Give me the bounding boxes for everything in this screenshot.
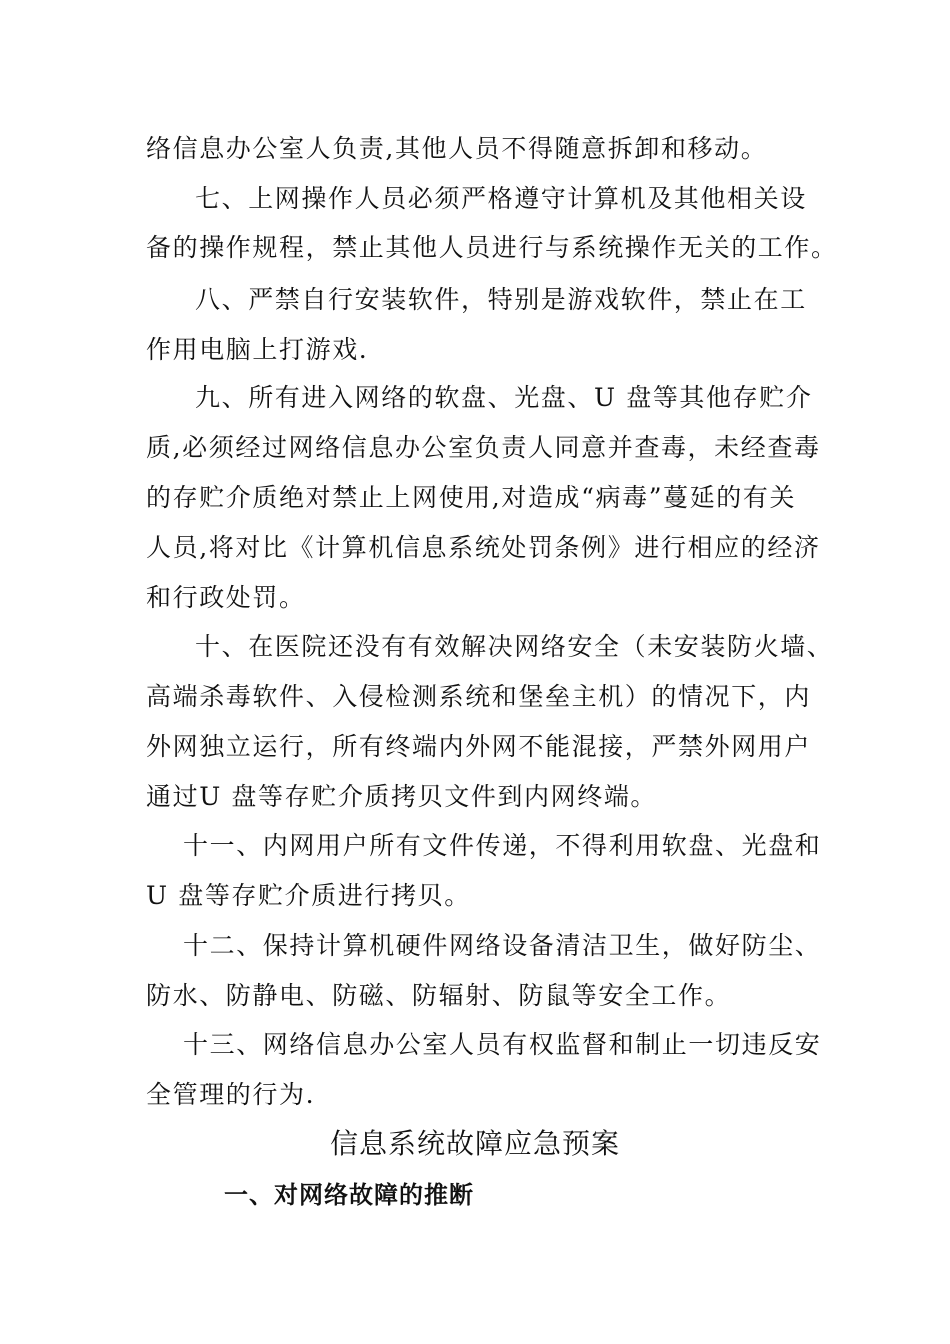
paragraph-line: 人员,将对比《计算机信息系统处罚条例》进行相应的经济 xyxy=(146,533,821,562)
paragraph-line: U 盘等存贮介质进行拷贝。 xyxy=(146,881,471,910)
paragraph-line: 通过U 盘等存贮介质拷贝文件到内网终端。 xyxy=(146,782,658,811)
section-title: 信息系统故障应急预案 xyxy=(329,1127,620,1160)
paragraph-line: 高端杀毒软件、入侵检测系统和堡垒主机）的情况下，内 xyxy=(146,682,812,711)
paragraph-line: 十三、网络信息办公室人员有权监督和制止一切违反安 xyxy=(183,1030,822,1059)
paragraph-line: 防水、防静电、防磁、防辐射、防鼠等安全工作。 xyxy=(146,981,732,1010)
section-subtitle: 一、对网络故障的推断 xyxy=(224,1181,474,1209)
paragraph-line: 和行政处罚。 xyxy=(146,583,306,612)
paragraph-line: 八、严禁自行安装软件，特别是游戏软件，禁止在工 xyxy=(195,285,807,314)
paragraph-line: 十二、保持计算机硬件网络设备清洁卫生，做好防尘、 xyxy=(183,931,822,960)
paragraph-line: 的存贮介质绝对禁止上网使用,对造成“病毒”蔓延的有关 xyxy=(146,483,797,512)
paragraph-line: 全管理的行为. xyxy=(146,1080,316,1109)
paragraph-line: 十一、内网用户所有文件传递，不得利用软盘、光盘和 xyxy=(183,831,822,860)
paragraph-line: 七、上网操作人员必须严格遵守计算机及其他相关设 xyxy=(195,184,807,213)
paragraph-line: 备的操作规程，禁止其他人员进行与系统操作无关的工作。 xyxy=(146,233,838,262)
paragraph-line: 十、在医院还没有有效解决网络安全（未安装防火墙、 xyxy=(195,632,834,661)
paragraph-line: 九、所有进入网络的软盘、光盘、U 盘等其他存贮介 xyxy=(195,383,813,412)
paragraph-line: 质,必须经过网络信息办公室负责人同意并查毒，未经查毒 xyxy=(146,433,821,462)
paragraph-line: 作用电脑上打游戏. xyxy=(146,335,369,364)
paragraph-line: 外网独立运行，所有终端内外网不能混接，严禁外网用户 xyxy=(146,732,812,761)
paragraph-line: 络信息办公室人负责,其他人员不得随意拆卸和移动。 xyxy=(146,134,768,163)
